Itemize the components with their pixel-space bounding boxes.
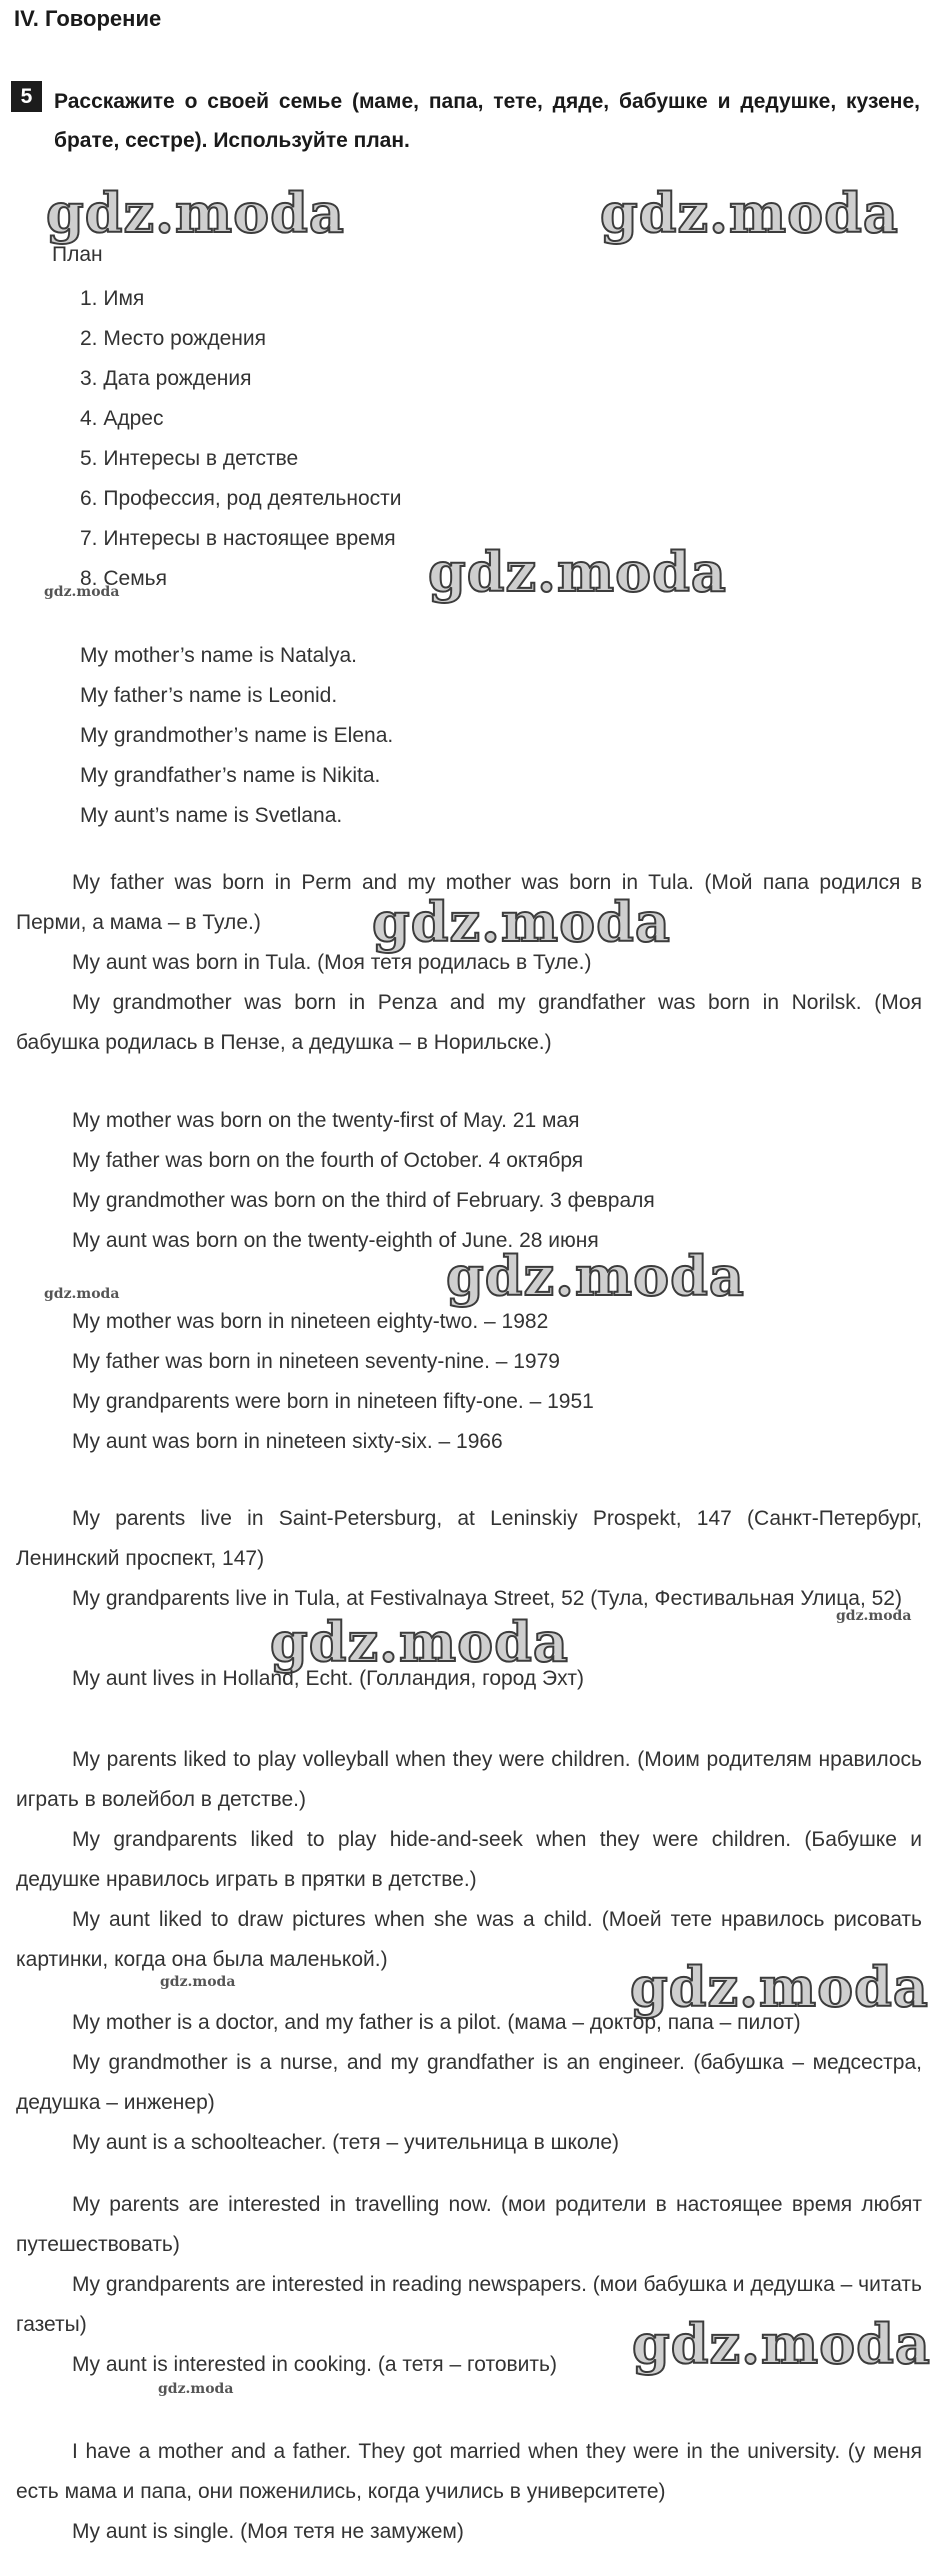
answer-line: My mother was born on the twenty-first of May. 21 мая [72, 1109, 580, 1132]
answer-paragraph: My aunt is a schoolteacher. (тетя – учительница в школе) [72, 2131, 620, 2154]
answer-paragraph: My parents live in Saint-Petersburg, at Leninskiy Prospekt, 147 (Санкт-Петербург, Ленинский проспект, 147) [16, 1507, 922, 1570]
answer-line: My grandparents were born in nineteen fifty-one. – 1951 [72, 1390, 594, 1413]
plan-item: 6. Профессия, род деятельности [80, 487, 402, 510]
plan-item: 3. Дата рождения [80, 367, 252, 390]
plan-list [80, 281, 402, 601]
plan-item: 4. Адрес [80, 407, 164, 430]
plan-title: План [52, 243, 103, 266]
watermark-logo: gdz.moda [600, 181, 899, 245]
answer-paragraph: My aunt liked to draw pictures when she was a child. (Моей тете нравилось рисовать картинки, когда она была маленькой.) [16, 1908, 922, 1971]
watermark-logo-small: gdz.moda [836, 1608, 912, 1624]
section-title: IV. Говорение [14, 6, 162, 31]
answer-paragraph: My parents are interested in travelling now. (мои родители в настоящее время любят путешествовать) [16, 2193, 922, 2256]
answer-line: My aunt’s name is Svetlana. [80, 804, 343, 827]
answer-line: My father was born in nineteen seventy-nine. – 1979 [72, 1350, 560, 1373]
answer-paragraph: My grandparents live in Tula, at Festivalnaya Street, 52 (Тула, Фестивальная Улица, 52) [72, 1587, 902, 1610]
answer-paragraph: My father was born in Perm and my mother was born in Tula. (Мой папа родился в Перми, а мама – в Туле.) [16, 871, 922, 934]
watermark-logo: gdz.moda [632, 2312, 931, 2376]
watermark-logo: gdz.moda [372, 890, 671, 954]
answer-paragraph: My aunt is single. (Моя тетя не замужем) [72, 2520, 464, 2543]
answer-paragraph: My grandparents are interested in reading newspapers. (мои бабушка и дедушка – читать газеты) [16, 2273, 922, 2336]
watermark-logo-small: gdz.moda [160, 1974, 236, 1990]
answer-line: My mother was born in nineteen eighty-two. – 1982 [72, 1310, 549, 1333]
watermark-logo: gdz.moda [270, 1610, 569, 1674]
answer-paragraph: My mother is a doctor, and my father is a pilot. (мама – доктор, папа – пилот) [72, 2011, 801, 2034]
plan-item: 5. Интересы в детстве [80, 447, 299, 470]
watermark-logo-small: gdz.moda [44, 1286, 120, 1302]
watermark-logo-small: gdz.moda [158, 2381, 234, 2397]
answer-line: My aunt was born on the twenty-eighth of June. 28 июня [72, 1229, 599, 1252]
answer-line: My mother’s name is Natalya. [80, 644, 357, 667]
watermark-logo: gdz.moda [630, 1955, 929, 2019]
answer-paragraph: My grandmother is a nurse, and my grandfather is an engineer. (бабушка – медсестра, дедушка – инженер) [16, 2051, 922, 2114]
answer-paragraph: My aunt was born in Tula. (Моя тетя родилась в Туле.) [72, 951, 592, 974]
answer-line: My grandmother’s name is Elena. [80, 724, 394, 747]
answer-paragraph: My grandparents liked to play hide-and-seek when they were children. (Бабушке и дедушке нравилось играть в прятки в детстве.) [16, 1828, 922, 1891]
watermark-logo: gdz.moda [428, 540, 727, 604]
answer-line: My father was born on the fourth of October. 4 октября [72, 1149, 584, 1172]
answer-line: My aunt was born in nineteen sixty-six. – 1966 [72, 1430, 503, 1453]
plan-item: 2. Место рождения [80, 327, 266, 350]
task-instruction: Расскажите о своей семье (маме, папа, тете, дяде, бабушке и дедушке, кузене, брате, сестре). Используйте план. [54, 90, 920, 152]
watermark-logo: gdz.moda [46, 181, 345, 245]
answer-paragraph: My aunt lives in Holland, Echt. (Голландия, город Эхт) [72, 1667, 584, 1690]
answer-line: My grandfather’s name is Nikita. [80, 764, 381, 787]
watermark-logo-small: gdz.moda [44, 584, 120, 600]
task-number-badge: 5 [11, 81, 42, 112]
watermark-logo: gdz.moda [446, 1244, 745, 1308]
answer-line: My father’s name is Leonid. [80, 684, 338, 707]
answer-paragraph: My grandmother was born in Penza and my grandfather was born in Norilsk. (Моя бабушка родилась в Пензе, а дедушка – в Норильске.) [16, 991, 922, 1054]
answer-paragraph: My parents liked to play volleyball when they were children. (Моим родителям нравилось играть в волейбол в детстве.) [16, 1748, 922, 1811]
plan-item: 7. Интересы в настоящее время [80, 527, 396, 550]
answer-line: My grandmother was born on the third of February. 3 февраля [72, 1189, 655, 1212]
answer-paragraph: My aunt is interested in cooking. (а тетя – готовить) [72, 2353, 557, 2376]
plan-item: 1. Имя [80, 287, 145, 310]
plan-item: 8. Семья [80, 567, 167, 590]
answer-paragraph: I have a mother and a father. They got married when they were in the university. (у меня есть мама и папа, они поженились, когда учились в университете) [16, 2440, 922, 2503]
